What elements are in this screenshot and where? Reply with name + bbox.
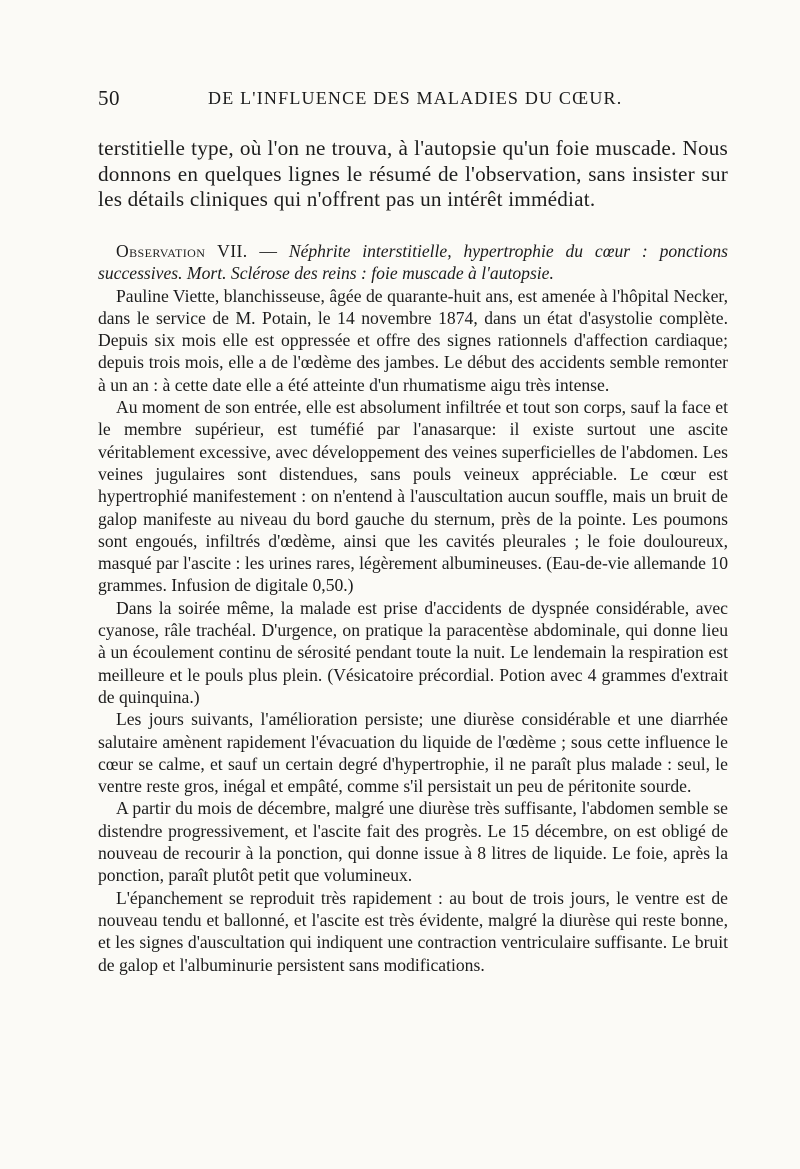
page-header bbox=[98, 86, 728, 110]
observation-paragraph: L'épanchement se reproduit très rapidement : au bout de trois jours, le ventre est de nouveau tendu et ballonné, et l'ascite est très évidente, malgré la diurèse qui reste bonne, et les signes d'auscultation qui indiquent une contraction ventriculaire suffisante. Le bruit de galop et l'albuminurie persistent sans modifications. bbox=[98, 887, 728, 975]
observation-paragraph: Pauline Viette, blanchisseuse, âgée de quarante-huit ans, est amenée à l'hôpital Necker, dans le service de M. Potain, le 14 novembre 1874, dans un état d'asystolie complète. Depuis six mois elle est oppressée et offre des signes rationnels d'affection cardiaque; depuis trois mois, elle a de l'œdème des jambes. Le début des accidents semble remonter à un an : à cette date elle a été atteinte d'un rhumatisme aigu très intense. bbox=[98, 285, 728, 395]
observation-paragraph: Les jours suivants, l'amélioration persiste; une diurèse considérable et une diarrhée salutaire amènent rapidement l'évacuation du liquide de l'œdème ; sous cette influence le cœur se calme, et sauf un certain degré d'hypertrophie, il ne paraît plus malade : seul, le ventre reste gros, inégal et empâté, comme s'il persistait un peu de péritonite sourde. bbox=[98, 709, 728, 797]
observation-label: Observation VII. bbox=[116, 241, 248, 261]
observation-paragraph: Au moment de son entrée, elle est absolument infiltrée et tout son corps, sauf la face et le membre supérieur, est tuméfié par l'anasarque: il existe surtout une ascite véritablement excessive, avec développement des veines superficielles de l'abdomen. Les veines jugulaires sont distendues, sans pouls veineux appréciable. Le cœur est hypertrophié manifestement : on n'entend à l'auscultation aucun souffle, mais un bruit de galop manifeste au niveau du bord gauche du sternum, près de la pointe. Les poumons sont engoués, infiltrés d'œdème, ainsi que les cavités pleurales ; le foie douloureux, masqué par l'ascite : les urines rares, légèrement albumineuses. (Eau-de-vie allemande 10 grammes. Infusion de digitale 0,50.) bbox=[98, 397, 728, 596]
observation-paragraph: A partir du mois de décembre, malgré une diurèse très suffisante, l'abdomen semble se distendre progressivement, et l'ascite fait des progrès. Le 15 décembre, on est obligé de nouveau de recourir à la ponction, qui donne issue à 8 litres de liquide. Le foie, après la ponction, paraît plutôt petit que volumineux. bbox=[98, 798, 728, 886]
observation-paragraph: Dans la soirée même, la malade est prise d'accidents de dyspnée considérable, avec cyanose, râle trachéal. D'urgence, on pratique la paracentèse abdominale, qui donne lieu à un écoulement continu de sérosité pendant toute la nuit. Le lendemain la respiration est meilleure et le pouls plus plein. (Vésicatoire précordial. Potion avec 4 grammes d'extrait de quinquina.) bbox=[98, 597, 728, 707]
observation-title: Néphrite interstitielle, hypertrophie du cœur : ponctions successives. Mort. Sclérose des reins : foie muscade à l'autopsie. bbox=[98, 241, 729, 284]
running-head: DE L'INFLUENCE DES MALADIES DU CŒUR. bbox=[208, 88, 623, 108]
intro-paragraph: terstitielle type, où l'on ne trouva, à l'autopsie qu'un foie muscade. Nous donnons en quelques lignes le résumé de l'observation, sans insister sur les détails cliniques qui n'offrent pas un intérêt immédiat. bbox=[98, 136, 728, 211]
page-number: 50 bbox=[98, 86, 120, 110]
observation-heading bbox=[98, 240, 728, 285]
observation-dash: — bbox=[247, 241, 289, 261]
observation-section bbox=[98, 240, 728, 976]
